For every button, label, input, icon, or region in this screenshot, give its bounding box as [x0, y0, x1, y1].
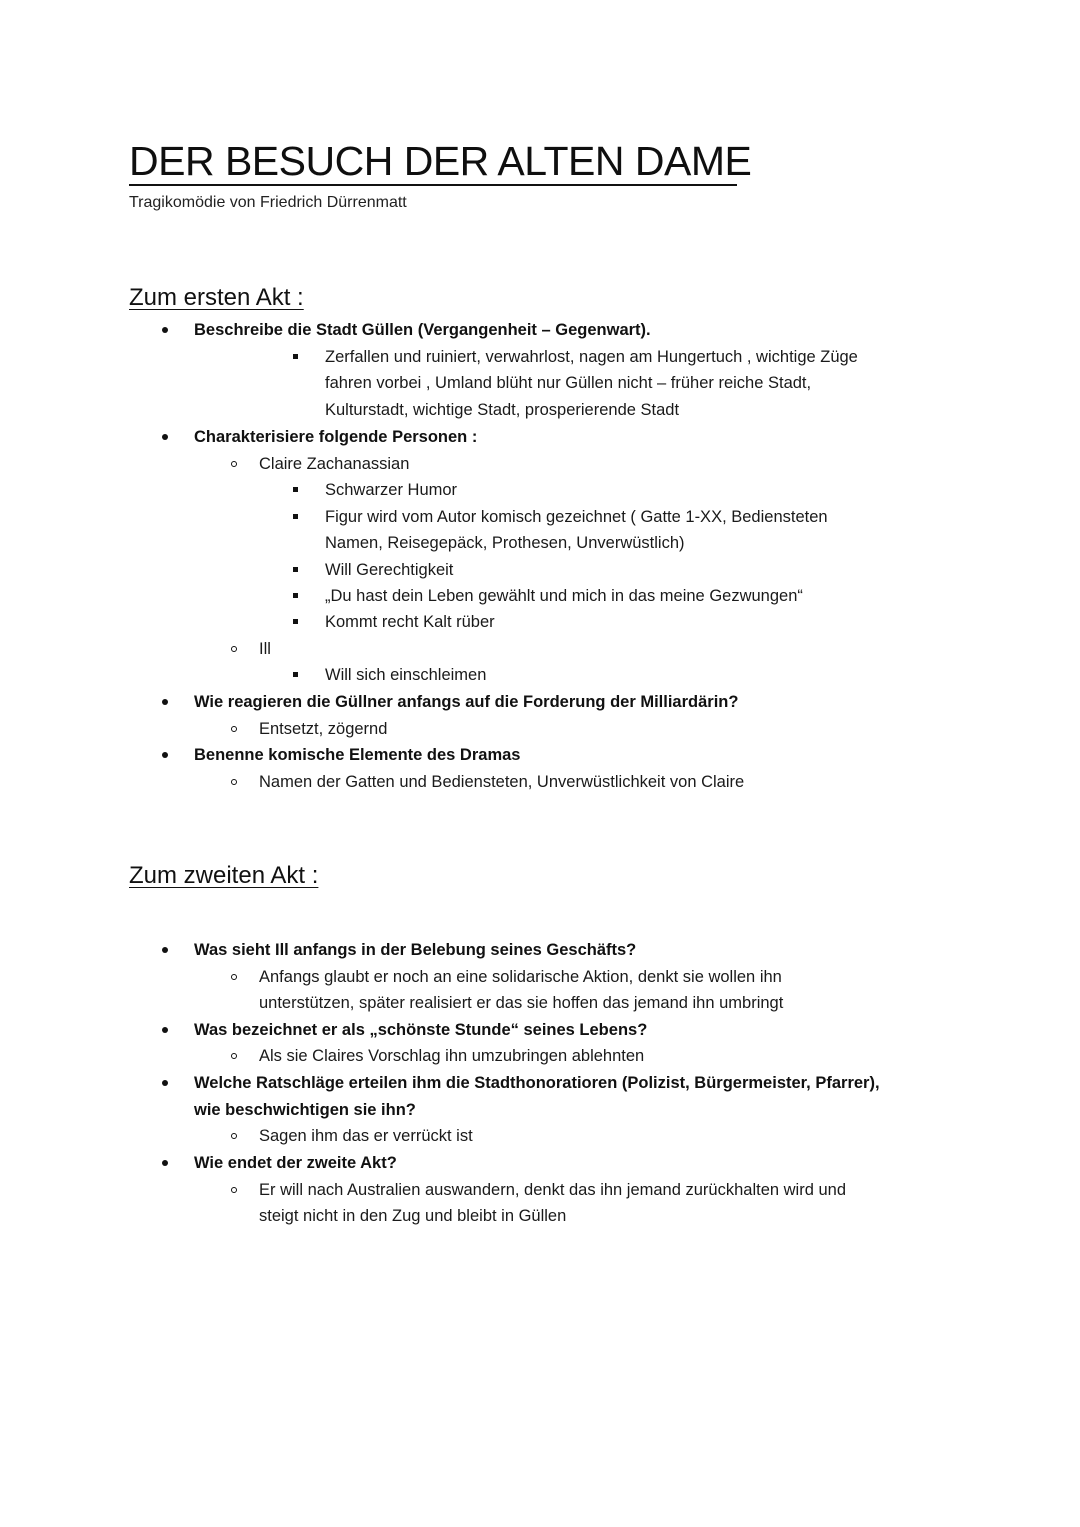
act2-question-3-line-2: wie beschwichtigen sie ihn?	[194, 1101, 416, 1119]
act1-answer-4: Namen der Gatten und Bediensteten, Unverwüstlichkeit von Claire	[259, 773, 745, 791]
act1-answer-1-line-1: Zerfallen und ruiniert, verwahrlost, nagen am Hungertuch , wichtige Züge	[325, 348, 858, 366]
act2-heading: Zum zweiten Akt :	[129, 862, 319, 889]
act2-answer-4-line-2: steigt nicht in den Zug und bleibt in Güllen	[259, 1207, 567, 1225]
act1-answer-1-line-2: fahren vorbei , Umland blüht nur Güllen nicht – früher reiche Stadt,	[325, 374, 812, 392]
act1-answer-3: Entsetzt, zögernd	[259, 720, 388, 738]
act2-answer-1-line-1: Anfangs glaubt er noch an eine solidarische Aktion, denkt sie wollen ihn	[259, 968, 782, 986]
act1-question-2: Charakterisiere folgende Personen :	[194, 428, 478, 446]
act1-answer-1-line-3: Kulturstadt, wichtige Stadt, prosperierende Stadt	[325, 401, 680, 419]
claire-trait-1: Schwarzer Humor	[325, 481, 458, 499]
character-claire: Claire Zachanassian	[259, 455, 410, 473]
act2-answer-3: Sagen ihm das er verrückt ist	[259, 1127, 473, 1145]
claire-trait-2-line-1: Figur wird vom Autor komisch gezeichnet ( Gatte 1-XX, Bediensteten	[325, 508, 828, 526]
claire-trait-4: „Du hast dein Leben gewählt und mich in das meine Gezwungen“	[325, 587, 803, 605]
act1-question-4: Benenne komische Elemente des Dramas	[194, 746, 521, 764]
claire-trait-2-line-2: Namen, Reisegepäck, Prothesen, Unverwüstlich)	[325, 534, 685, 552]
act1-question-3: Wie reagieren die Güllner anfangs auf die Forderung der Milliardärin?	[194, 693, 739, 711]
act2-answer-4-line-1: Er will nach Australien auswandern, denkt das ihn jemand zurückhalten wird und	[259, 1181, 846, 1199]
act2-question-1: Was sieht Ill anfangs in der Belebung seines Geschäfts?	[194, 941, 637, 959]
document-subtitle: Tragikomödie von Friedrich Dürrenmatt	[129, 194, 407, 211]
act2-answer-2: Als sie Claires Vorschlag ihn umzubringen ablehnten	[259, 1047, 645, 1065]
act1-heading: Zum ersten Akt :	[129, 284, 304, 311]
ill-trait-1: Will sich einschleimen	[325, 666, 487, 684]
act1-question-1: Beschreibe die Stadt Güllen (Vergangenheit – Gegenwart).	[194, 321, 651, 339]
act2-question-3-line-1: Welche Ratschläge erteilen ihm die Stadthonoratioren (Polizist, Bürgermeister, Pfarrer),	[194, 1074, 880, 1092]
title-underline	[129, 184, 737, 186]
character-ill: Ill	[259, 640, 271, 658]
act2-question-4: Wie endet der zweite Akt?	[194, 1154, 397, 1172]
claire-trait-5: Kommt recht Kalt rüber	[325, 613, 495, 631]
act2-answer-1-line-2: unterstützen, später realisiert er das sie hoffen das jemand ihn umbringt	[259, 994, 784, 1012]
act2-question-2: Was bezeichnet er als „schönste Stunde“ seines Lebens?	[194, 1021, 648, 1039]
claire-trait-3: Will Gerechtigkeit	[325, 561, 454, 579]
document-title: DER BESUCH DER ALTEN DAME	[129, 138, 752, 184]
